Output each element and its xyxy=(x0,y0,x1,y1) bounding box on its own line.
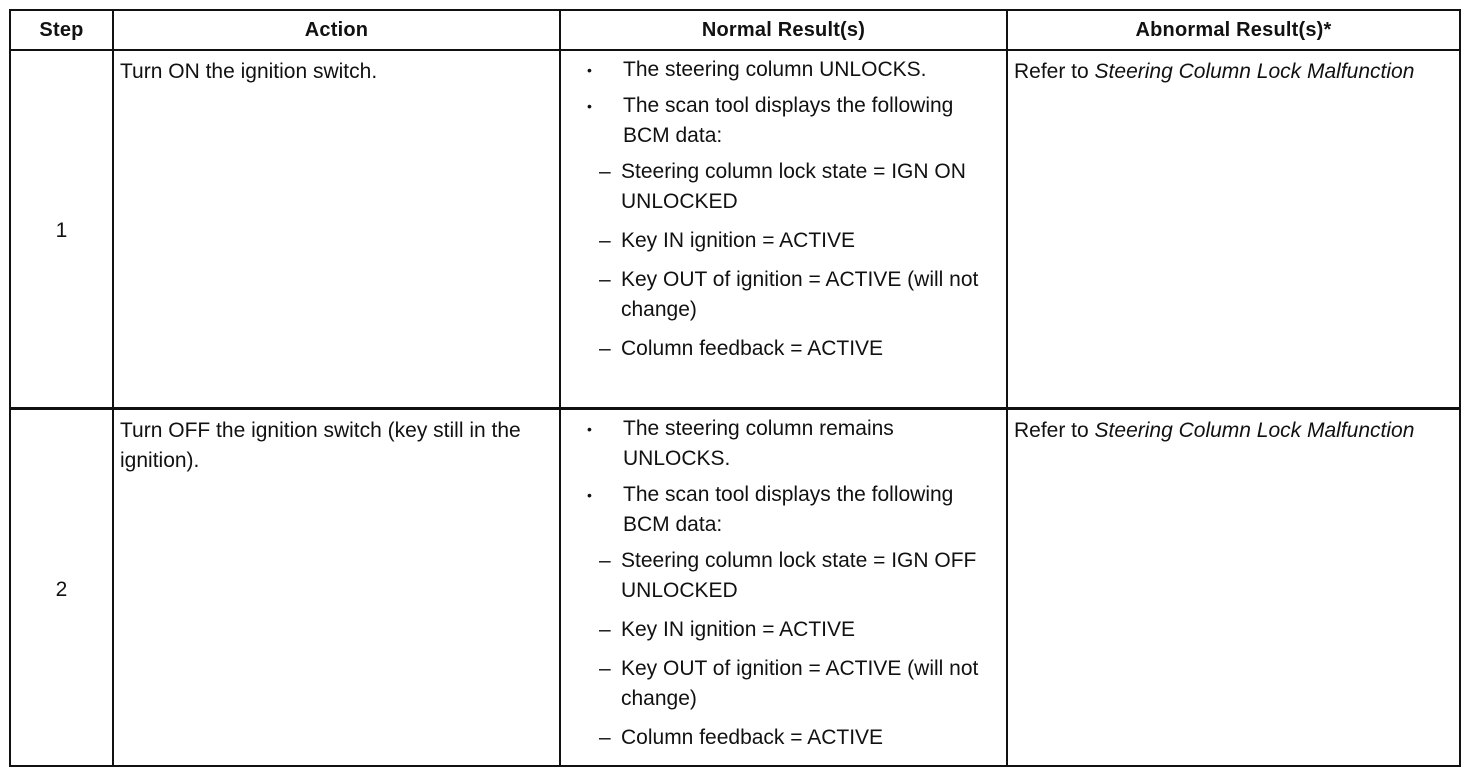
normal-results-cell xyxy=(560,50,1007,409)
action-text: Turn ON the ignition switch. xyxy=(120,60,378,83)
action-text: Turn OFF the ignition switch (key still in the ignition). xyxy=(120,419,521,472)
result-text: The scan tool displays the following BCM data: xyxy=(623,94,954,147)
list-item xyxy=(585,546,994,606)
list-item xyxy=(585,334,994,364)
abnormal-results-cell xyxy=(1007,50,1460,409)
bcm-data-text: Column feedback = ACTIVE xyxy=(621,726,884,749)
dash-icon: – xyxy=(599,657,611,680)
bcm-data-list xyxy=(585,546,994,753)
bullet-icon: • xyxy=(587,98,592,114)
normal-results-cell xyxy=(560,409,1007,767)
list-item xyxy=(585,480,994,540)
action-cell xyxy=(113,50,560,409)
bcm-data-text: Key OUT of ignition = ACTIVE (will not change) xyxy=(621,268,979,321)
step-number: 1 xyxy=(55,219,68,242)
dash-icon: – xyxy=(599,337,611,360)
refer-prefix: Refer to xyxy=(1014,60,1095,83)
list-item xyxy=(585,654,994,714)
header-step: Step xyxy=(10,10,113,50)
list-item xyxy=(585,91,994,151)
result-text: The scan tool displays the following BCM data: xyxy=(623,483,954,536)
bullet-icon: • xyxy=(587,421,592,437)
dash-icon: – xyxy=(599,229,611,252)
dash-icon: – xyxy=(599,268,611,291)
dash-icon: – xyxy=(599,549,611,572)
reference-link[interactable]: Steering Column Lock Malfunction xyxy=(1094,60,1415,83)
list-item xyxy=(585,226,994,256)
step-cell xyxy=(10,409,113,767)
bcm-data-text: Key IN ignition = ACTIVE xyxy=(621,229,856,252)
list-item xyxy=(585,265,994,325)
step-number: 2 xyxy=(55,577,68,601)
refer-prefix: Refer to xyxy=(1014,419,1095,442)
bcm-data-text: Steering column lock state = IGN ON UNLOCKED xyxy=(621,160,966,213)
bcm-data-text: Key OUT of ignition = ACTIVE (will not change) xyxy=(621,657,979,710)
header-row xyxy=(10,10,1460,50)
bcm-data-text: Key IN ignition = ACTIVE xyxy=(621,618,856,641)
bcm-data-list xyxy=(585,157,994,364)
bullet-icon: • xyxy=(587,62,592,78)
header-action: Action xyxy=(113,10,560,50)
result-text: The steering column remains UNLOCKS. xyxy=(623,417,894,470)
action-cell xyxy=(113,409,560,767)
header-normal-results: Normal Result(s) xyxy=(560,10,1007,50)
bullet-icon: • xyxy=(587,487,592,503)
abnormal-text xyxy=(1008,410,1459,446)
result-text: The steering column UNLOCKS. xyxy=(623,58,927,81)
list-item xyxy=(585,723,994,753)
header-abnormal-results: Abnormal Result(s)* xyxy=(1007,10,1460,50)
dash-icon: – xyxy=(599,618,611,641)
procedure-table xyxy=(9,9,1461,767)
bcm-data-text: Column feedback = ACTIVE xyxy=(621,337,884,360)
table-row xyxy=(10,50,1460,409)
abnormal-results-cell xyxy=(1007,409,1460,767)
reference-link[interactable]: Steering Column Lock Malfunction xyxy=(1094,419,1415,442)
list-item xyxy=(585,157,994,217)
step-cell xyxy=(10,50,113,409)
bcm-data-text: Steering column lock state = IGN OFF UNLOCKED xyxy=(621,549,977,602)
list-item xyxy=(585,55,994,85)
dash-icon: – xyxy=(599,160,611,183)
dash-icon: – xyxy=(599,726,611,749)
list-item xyxy=(585,414,994,474)
table-row xyxy=(10,409,1460,767)
abnormal-text xyxy=(1008,51,1459,87)
list-item xyxy=(585,615,994,645)
